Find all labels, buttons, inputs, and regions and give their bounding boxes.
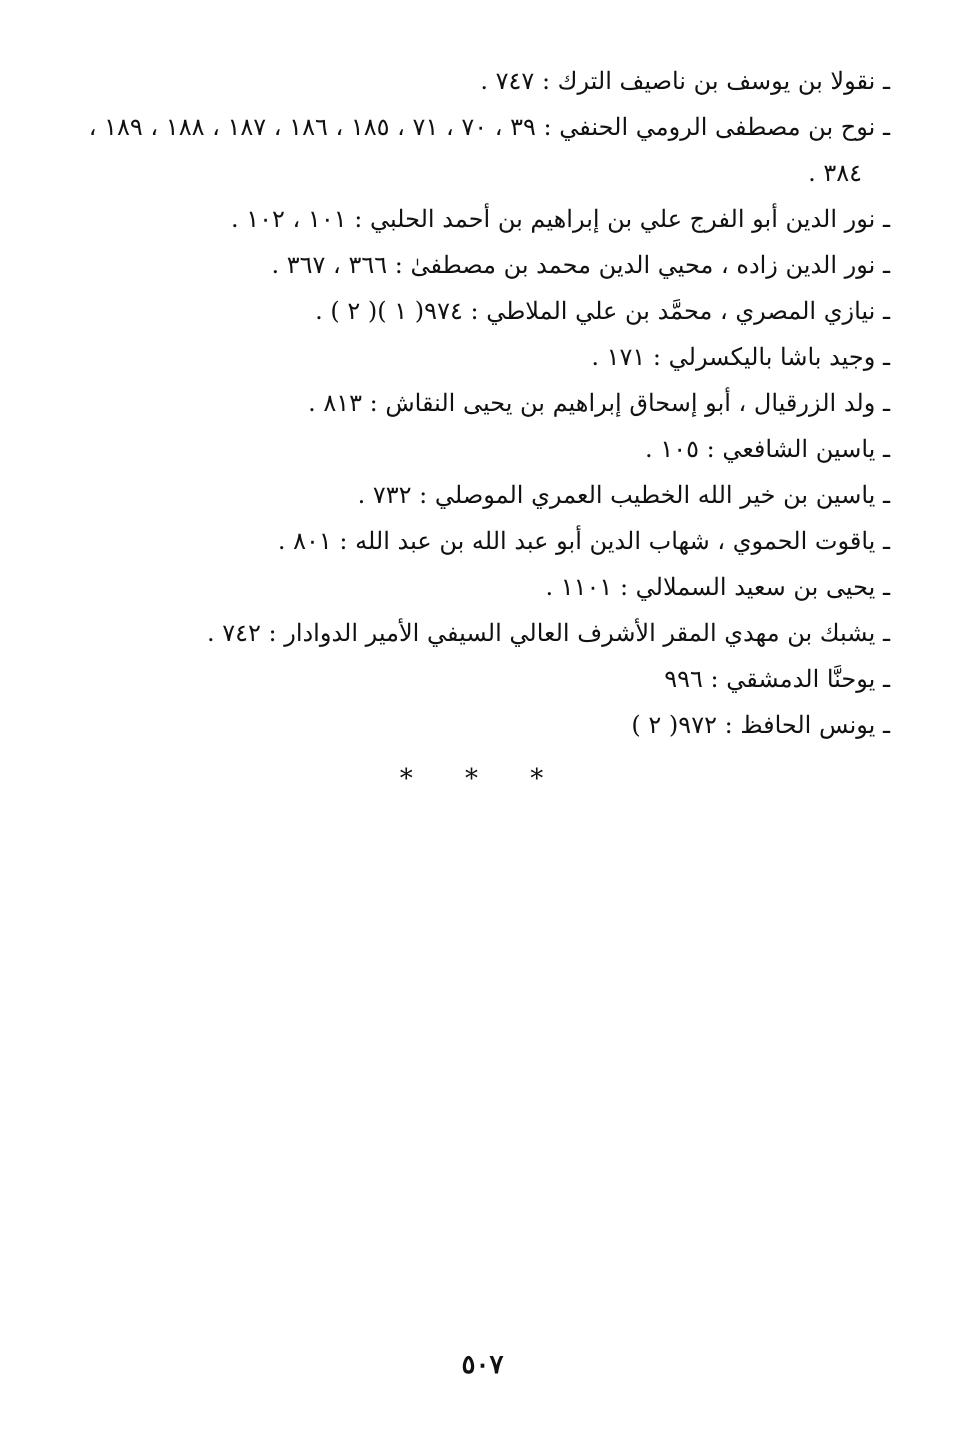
index-entry: ـ ياسين بن خير الله الخطيب العمري الموصلي : ٧٣٢ . — [357, 481, 890, 509]
section-separator: * * * — [399, 764, 566, 794]
index-entry: ـ نور الدين زاده ، محيي الدين محمد بن مصطفىٰ : ٣٦٦ ، ٣٦٧ . — [271, 251, 890, 279]
index-entry: ـ يشبك بن مهدي المقر الأشرف العالي السيفي الأمير الدوادار : ٧٤٢ . — [206, 619, 890, 647]
page-number: ٥٠٧ — [461, 1350, 504, 1380]
index-entry: ـ نقولا بن يوسف بن ناصيف الترك : ٧٤٧ . — [480, 67, 890, 95]
index-entry: ـ نور الدين أبو الفرج علي بن إبراهيم بن أحمد الحلبي : ١٠١ ، ١٠٢ . — [230, 205, 890, 233]
index-entry: ـ ولد الزرقيال ، أبو إسحاق إبراهيم بن يحيى النقاش : ٨١٣ . — [308, 389, 890, 417]
index-entry: ـ يوحنَّا الدمشقي : ٩٩٦ — [664, 665, 890, 693]
index-entry: ـ نوح بن مصطفى الرومي الحنفي : ٣٩ ، ٧٠ ، ٧١ ، ١٨٥ ، ١٨٦ ، ١٨٧ ، ١٨٨ ، ١٨٩ ، ٣٨٤ . — [88, 113, 890, 187]
index-entry: ـ يونس الحافظ : ٩٧٢( ٢ ) — [631, 711, 890, 739]
index-entry: ـ يحيى بن سعيد السملالي : ١١٠١ . — [545, 573, 890, 601]
index-entries-list — [60, 58, 890, 748]
index-entry: ـ وجيد باشا باليكسرلي : ١٧١ . — [591, 343, 890, 371]
index-entry: ـ ياقوت الحموي ، شهاب الدين أبو عبد الله بن عبد الله : ٨٠١ . — [277, 527, 890, 555]
index-entry: ـ نيازي المصري ، محمَّد بن علي الملاطي : ٩٧٤( ١ )( ٢ ) . — [315, 297, 890, 325]
index-entry: ـ ياسين الشافعي : ١٠٥ . — [645, 435, 890, 463]
